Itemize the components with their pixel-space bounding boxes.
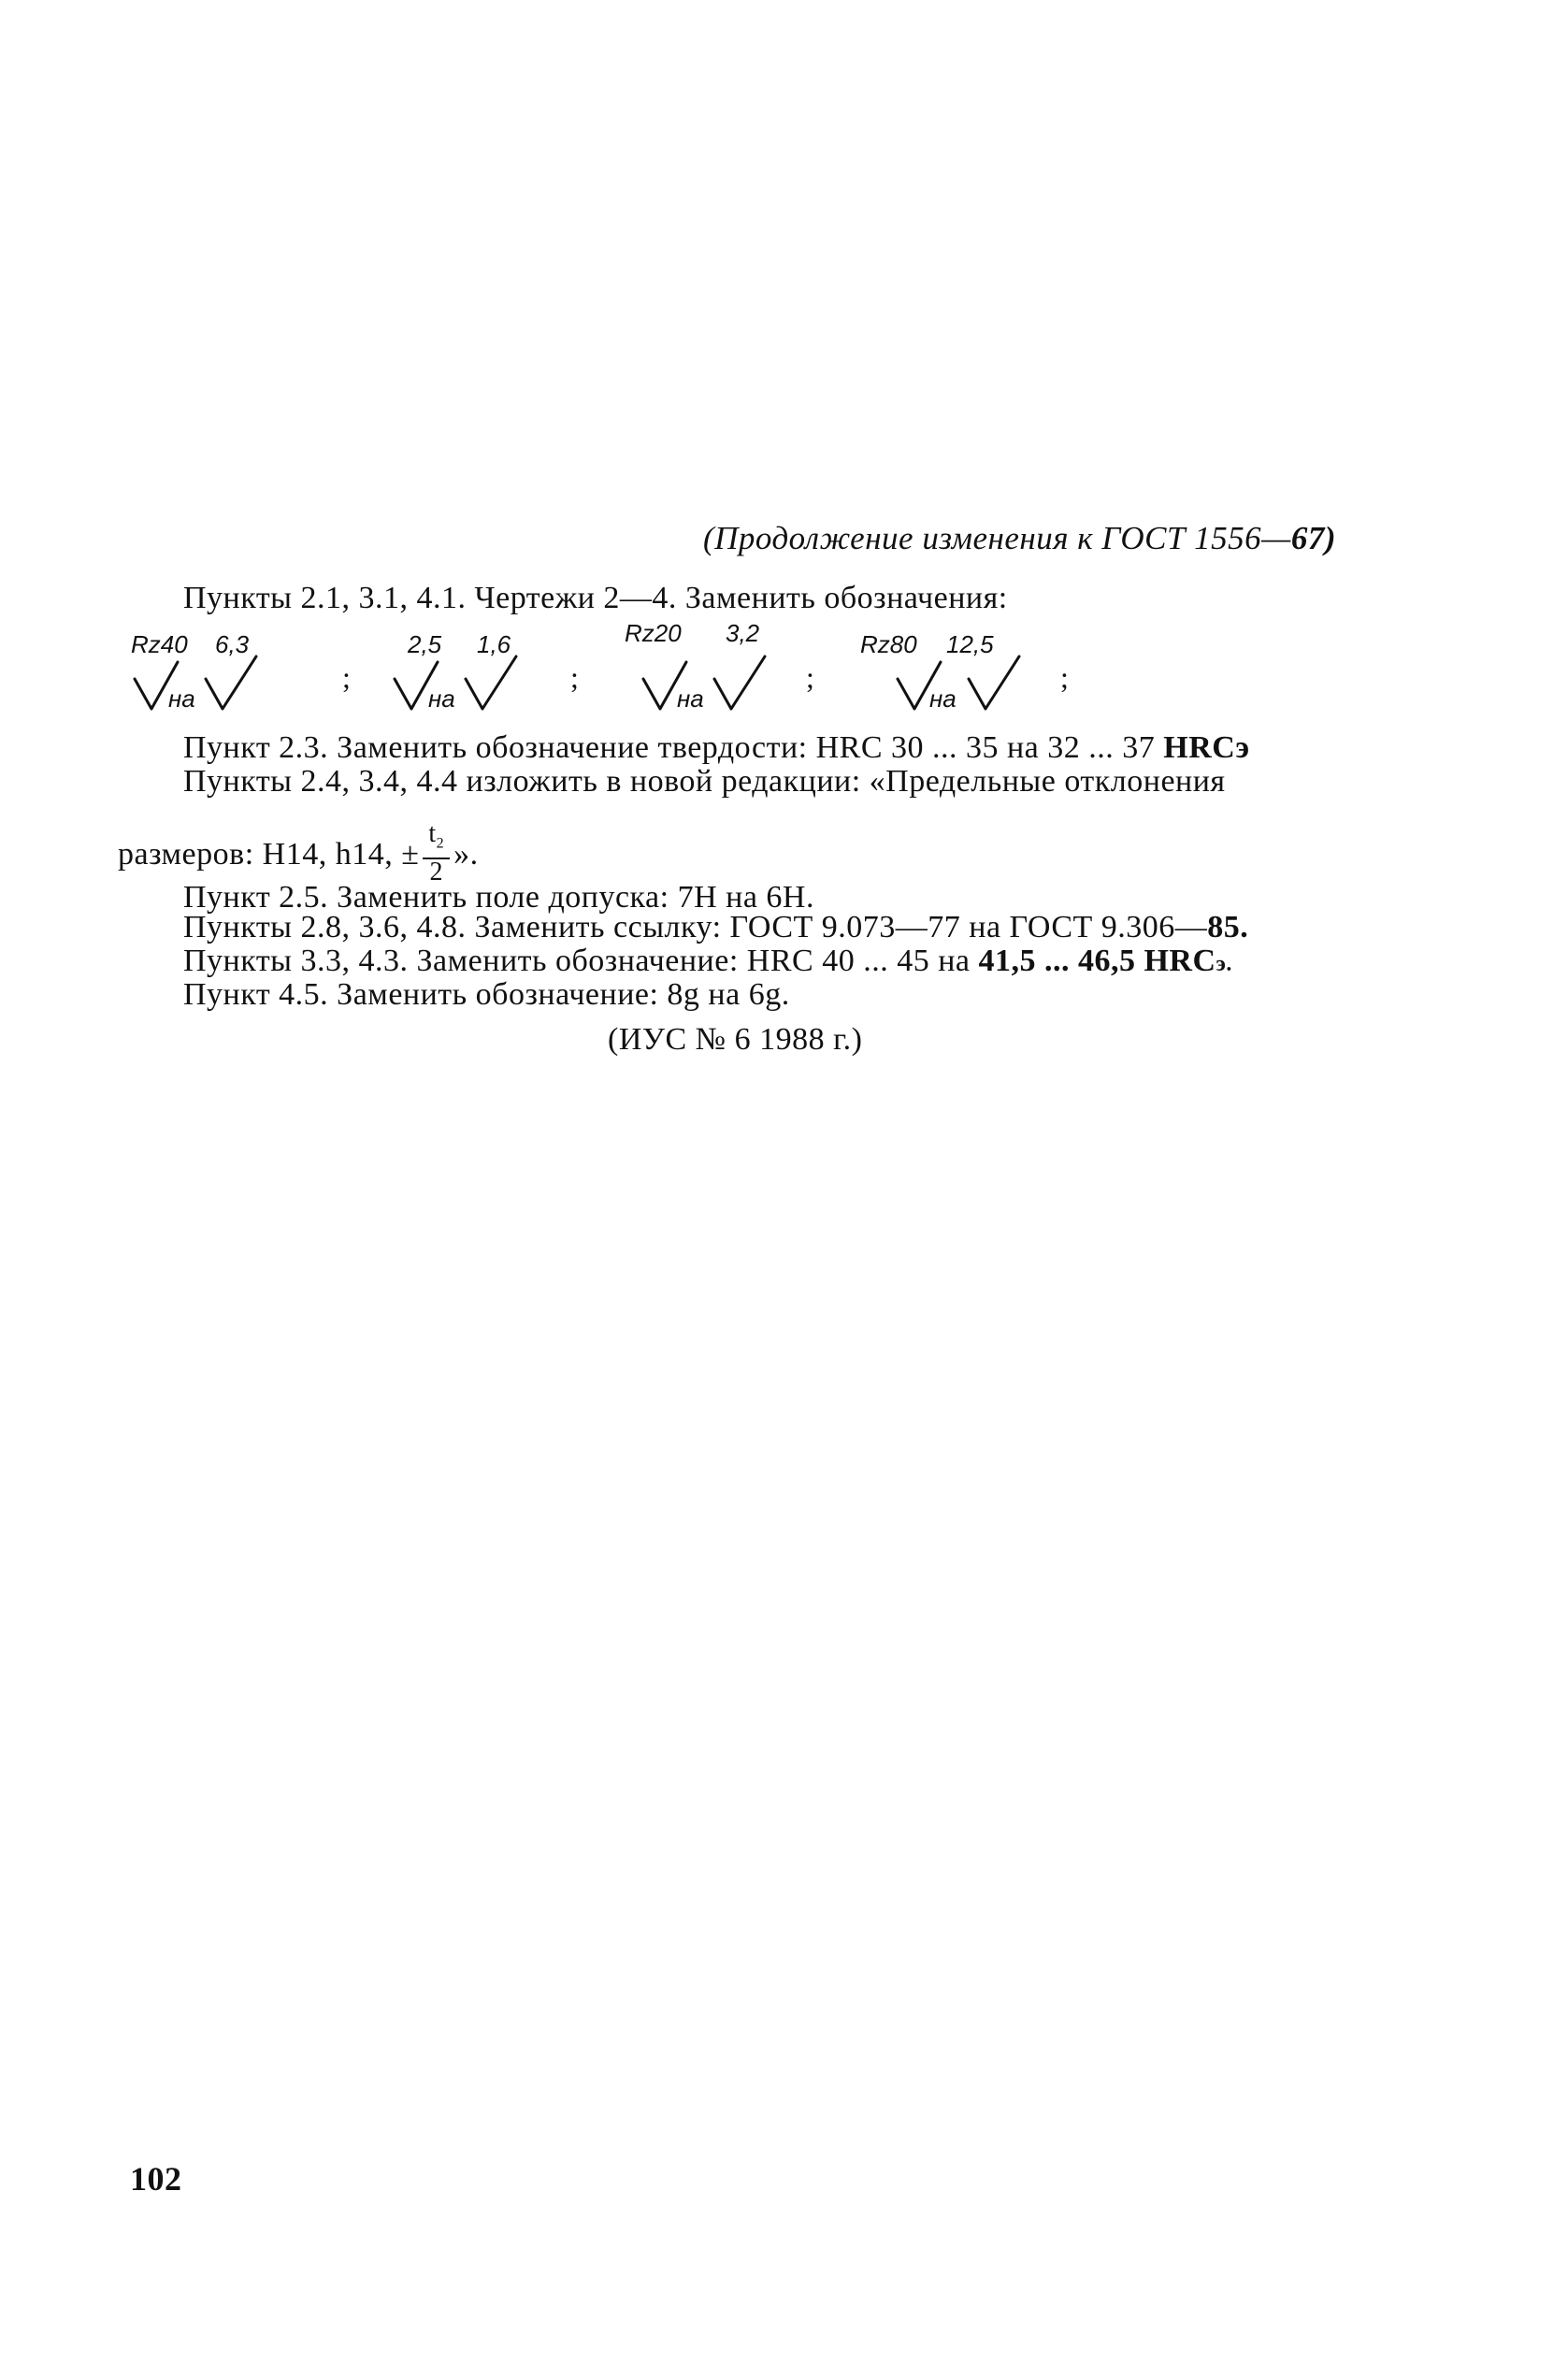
symbol-3-to: 3,2 <box>726 619 760 647</box>
designation-text: Пункты 3.3, 4.3. Заменить обозначение: HRC 40 ... 45 на <box>183 944 979 978</box>
header-year: 67) <box>1290 520 1336 556</box>
fraction <box>423 821 450 886</box>
continuation-header <box>703 520 1336 557</box>
numerator-subscript: 2 <box>436 835 445 852</box>
ius-reference: (ИУС № 6 1988 г.) <box>608 1022 863 1057</box>
header-text: (Продолжение изменения к ГОСТ 1556— <box>703 520 1291 556</box>
symbol-4-to: 12,5 <box>946 630 994 658</box>
symbol-2-na: на <box>428 685 455 713</box>
paragraph-reference <box>183 909 1248 946</box>
roughness-symbols-drawing <box>131 625 1066 718</box>
symbol-3-from: Rz20 <box>625 619 682 647</box>
reference-text: Пункты 2.8, 3.6, 4.8. Заменить ссылку: ГОСТ 9.073—77 на ГОСТ 9.306— <box>183 910 1208 944</box>
symbol-separator: ; <box>806 660 814 694</box>
designation-value: 41,5 ... 46,5 HRC <box>978 944 1216 978</box>
reference-year: 85. <box>1207 910 1249 944</box>
symbol-2-from: 2,5 <box>408 630 442 658</box>
hardness-text: Пункт 2.3. Заменить обозначение твердости: HRC 30 ... 35 на 32 ... 37 <box>183 730 1164 765</box>
tolerance-close: ». <box>453 837 479 872</box>
paragraph-tolerance-field: Пункт 2.5. Заменить поле допуска: 7H на 6H. <box>183 880 814 915</box>
page-number: 102 <box>130 2160 182 2198</box>
symbol-separator: ; <box>570 660 579 694</box>
symbol-separator: ; <box>342 660 351 694</box>
symbol-2-to: 1,6 <box>477 630 511 658</box>
symbol-3-na: на <box>677 685 704 713</box>
paragraph-tolerance-intro: Пункты 2.4, 3.4, 4.4 изложить в новой редакции: «Предельные отклонения <box>183 764 1226 799</box>
fraction-denominator: 2 <box>429 857 444 886</box>
symbol-1-na: на <box>168 685 195 713</box>
paragraph-drawings: Пункты 2.1, 3.1, 4.1. Чертежи 2—4. Заменить обозначения: <box>183 581 1008 615</box>
numerator-symbol: t <box>428 819 437 848</box>
symbol-1-to: 6,3 <box>215 630 250 658</box>
symbol-4-from: Rz80 <box>860 630 917 658</box>
roughness-symbols-row <box>131 619 1069 718</box>
roughness-check-icon <box>466 656 516 709</box>
paragraph-hardness <box>183 729 1250 767</box>
symbol-separator: ; <box>1060 660 1069 694</box>
roughness-check-icon <box>206 656 256 709</box>
fraction-numerator <box>423 821 450 859</box>
tolerance-text: размеров: H14, h14, ± <box>118 837 420 872</box>
hardness-value: HRCэ <box>1163 730 1250 765</box>
paragraph-thread: Пункт 4.5. Заменить обозначение: 8g на 6g. <box>183 977 790 1012</box>
symbol-1-from: Rz40 <box>131 630 188 658</box>
symbol-4-na: на <box>929 685 957 713</box>
roughness-check-icon <box>969 656 1019 709</box>
roughness-check-icon <box>714 656 765 709</box>
designation-suffix: э. <box>1216 952 1232 976</box>
